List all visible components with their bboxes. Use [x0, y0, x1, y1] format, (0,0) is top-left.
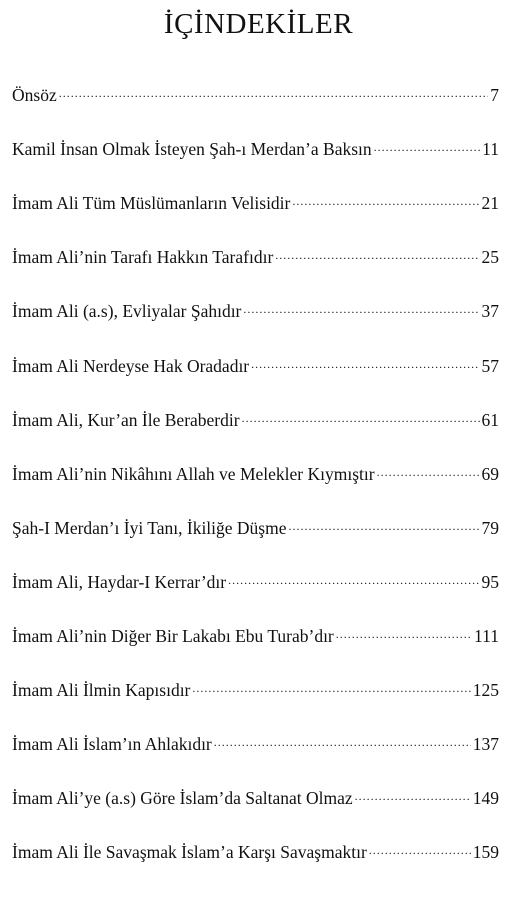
toc-entry-page: 7 [490, 85, 499, 105]
dot-leader [243, 299, 479, 319]
toc-entry-page: 79 [481, 517, 499, 538]
toc-entry-page: 25 [481, 247, 499, 268]
toc-entry-page: 149 [472, 788, 499, 809]
toc-entry-page: 61 [481, 409, 499, 430]
dot-leader [275, 245, 479, 265]
toc-entry-title: İmam Ali İslam’ın Ahlakıdır [12, 734, 212, 755]
toc-entry[interactable] [12, 406, 499, 430]
toc-entry-title: İmam Ali’ye (a.s) Göre İslam’da Saltanat Olmaz [12, 788, 353, 809]
toc-entry-title: İmam Ali İle Savaşmak İslam’a Karşı Savaşmaktır [12, 842, 367, 863]
dot-leader [292, 191, 479, 211]
toc-entry-title: İmam Ali, Haydar-I Kerrar’dır [12, 571, 227, 592]
dot-leader [369, 840, 471, 860]
dot-leader [336, 624, 472, 644]
dot-leader [289, 516, 480, 536]
toc-entry-title: İmam Ali (a.s), Evliyalar Şahıdır [12, 301, 242, 322]
dot-leader [214, 732, 471, 752]
toc-entry[interactable] [12, 730, 499, 754]
toc-entry-title: İmam Ali İlmin Kapısıdır [12, 680, 191, 701]
toc-entry-title: İmam Ali’nin Diğer Bir Lakabı Ebu Turab’dır [12, 626, 334, 646]
toc-entry-page: 57 [481, 355, 499, 376]
toc-entry-page: 37 [481, 301, 499, 322]
toc-entry[interactable] [12, 297, 499, 321]
toc-entry[interactable] [12, 189, 499, 213]
dot-leader [192, 678, 470, 698]
toc-entry-title: İmam Ali’nin Nikâhını Allah ve Melekler Kıymıştır [12, 463, 375, 484]
dot-leader [59, 83, 489, 103]
dot-leader [374, 137, 481, 157]
toc-entry-page: 95 [481, 571, 499, 592]
toc-entry[interactable] [12, 352, 499, 376]
toc-entry[interactable] [12, 568, 499, 592]
toc-entry-page: 111 [474, 626, 499, 646]
toc-entry-page: 159 [472, 842, 499, 863]
toc-entry-title: Kamil İnsan Olmak İsteyen Şah-ı Merdan’a Baksın [12, 139, 372, 160]
dot-leader [228, 570, 479, 590]
dot-leader [251, 354, 479, 374]
toc-entry[interactable] [12, 81, 499, 105]
toc-entry-page: 21 [481, 193, 499, 214]
toc-entry-title: İmam Ali Nerdeyse Hak Oradadır [12, 355, 250, 376]
toc-entry[interactable] [12, 838, 499, 862]
toc-entry[interactable] [12, 622, 499, 646]
toc-entry-title: İmam Ali, Kur’an İle Beraberdir [12, 409, 240, 430]
dot-leader [355, 786, 471, 806]
toc-entry[interactable] [12, 243, 499, 267]
toc-entry-page: 137 [472, 734, 499, 755]
toc-entry-title: İmam Ali’nin Tarafı Hakkın Tarafıdır [12, 247, 274, 268]
toc-entry-title: Şah-I Merdan’ı İyi Tanı, İkiliğe Düşme [12, 517, 287, 538]
toc-entry[interactable] [12, 135, 499, 159]
toc-entry-page: 11 [482, 139, 499, 160]
toc-entry[interactable] [12, 784, 499, 808]
toc-entry[interactable] [12, 676, 499, 700]
toc-entry-page: 125 [472, 680, 499, 701]
dot-leader [242, 408, 480, 428]
toc-entry-title: Önsöz [12, 85, 57, 105]
toc-entry-page: 69 [481, 463, 499, 484]
page-title: İÇİNDEKİLER [163, 8, 354, 40]
dot-leader [377, 462, 480, 482]
toc-entry-title: İmam Ali Tüm Müslümanların Velisidir [12, 193, 291, 214]
toc-entry[interactable] [12, 460, 499, 484]
toc-entry[interactable] [12, 514, 499, 538]
